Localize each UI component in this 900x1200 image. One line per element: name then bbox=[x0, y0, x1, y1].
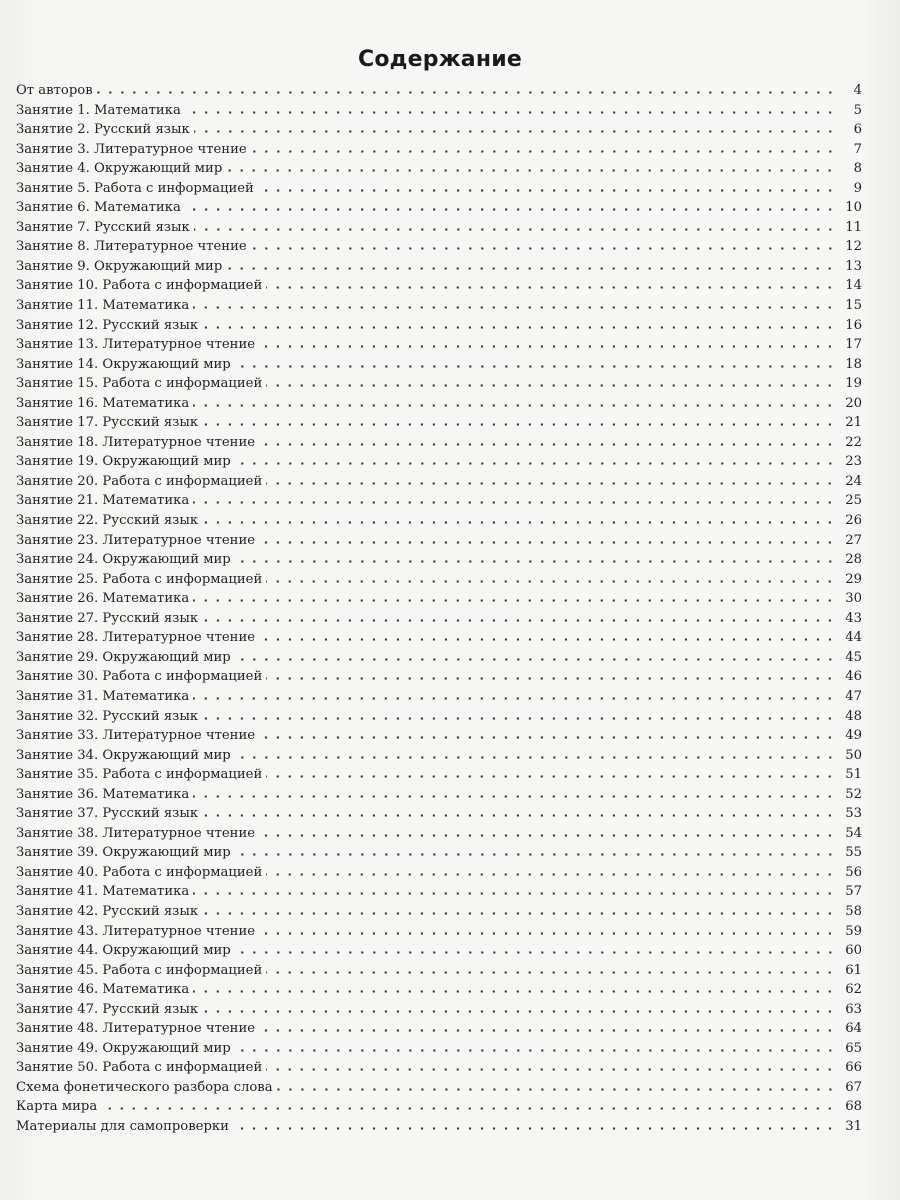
toc-entry-title: Занятие 1. Математика bbox=[16, 102, 181, 118]
dot-leader bbox=[233, 1127, 836, 1130]
toc-entry-title: Занятие 39. Окружающий мир bbox=[16, 845, 231, 861]
toc-entry-title: Занятие 22. Русский язык bbox=[16, 513, 199, 529]
toc-entry-page-number: 5 bbox=[853, 102, 862, 118]
toc-entry-title: Занятие 9. Окружающий мир bbox=[16, 258, 223, 274]
toc-entry bbox=[16, 531, 862, 551]
toc-entry bbox=[16, 491, 862, 511]
toc-entry-page-number: 10 bbox=[845, 200, 862, 216]
toc-entry-title: Занятие 41. Математика bbox=[16, 884, 190, 900]
toc-entry-page-number: 64 bbox=[845, 1021, 862, 1037]
dot-leader bbox=[266, 971, 836, 974]
dot-leader bbox=[259, 834, 836, 837]
toc-entry-page-number: 30 bbox=[845, 591, 862, 607]
dot-leader bbox=[235, 462, 836, 465]
toc-entry-page-number: 25 bbox=[845, 493, 862, 509]
dot-leader bbox=[202, 521, 836, 524]
toc-entry bbox=[16, 316, 862, 336]
toc-entry-title: Занятие 30. Работа с информацией bbox=[16, 669, 263, 685]
dot-leader bbox=[259, 443, 836, 446]
dot-leader bbox=[202, 326, 836, 329]
dot-leader bbox=[226, 169, 836, 172]
toc-entry-page-number: 48 bbox=[845, 708, 862, 724]
dot-leader bbox=[259, 345, 836, 348]
toc-entry-page-number: 16 bbox=[845, 317, 862, 333]
toc-entry-page-number: 11 bbox=[845, 219, 862, 235]
toc-entry bbox=[16, 198, 862, 218]
toc-entry-page-number: 58 bbox=[845, 903, 862, 919]
toc-entry-page-number: 56 bbox=[845, 864, 862, 880]
toc-entry-title: Занятие 21. Математика bbox=[16, 493, 190, 509]
toc-entry-title: Занятие 12. Русский язык bbox=[16, 317, 199, 333]
toc-entry-title: Занятие 15. Работа с информацией bbox=[16, 376, 263, 392]
page-title: Содержание bbox=[358, 47, 522, 72]
toc-entry-page-number: 43 bbox=[845, 610, 862, 626]
toc-entry-page-number: 61 bbox=[845, 962, 862, 978]
dot-leader bbox=[235, 365, 836, 368]
toc-entry bbox=[16, 550, 862, 570]
toc-entry bbox=[16, 81, 862, 101]
toc-entry-page-number: 12 bbox=[845, 239, 862, 255]
dot-leader bbox=[193, 501, 836, 504]
toc-entry-page-number: 17 bbox=[845, 337, 862, 353]
toc-entry bbox=[16, 296, 862, 316]
toc-entry-title: Занятие 35. Работа с информацией bbox=[16, 767, 263, 783]
toc-entry-title: Занятие 7. Русский язык bbox=[16, 219, 190, 235]
toc-entry-page-number: 27 bbox=[845, 532, 862, 548]
toc-entry-title: Занятие 17. Русский язык bbox=[16, 415, 199, 431]
toc-entry bbox=[16, 843, 862, 863]
toc-entry-page-number: 9 bbox=[853, 180, 862, 196]
toc-entry bbox=[16, 824, 862, 844]
toc-entry-page-number: 63 bbox=[845, 1001, 862, 1017]
toc-entry bbox=[16, 433, 862, 453]
dot-leader bbox=[277, 1088, 836, 1091]
toc-entry-page-number: 7 bbox=[853, 141, 862, 157]
dot-leader bbox=[235, 1049, 836, 1052]
toc-entry bbox=[16, 726, 862, 746]
toc-entry-title: Занятие 46. Математика bbox=[16, 982, 190, 998]
toc-entry bbox=[16, 667, 862, 687]
toc-entry-page-number: 46 bbox=[845, 669, 862, 685]
toc-entry-page-number: 60 bbox=[845, 943, 862, 959]
dot-leader bbox=[202, 814, 836, 817]
dot-leader bbox=[193, 599, 836, 602]
toc-entry-title: Занятие 5. Работа с информацией bbox=[16, 180, 254, 196]
toc-entry-title: Занятие 27. Русский язык bbox=[16, 610, 199, 626]
dot-leader bbox=[202, 619, 836, 622]
toc-entry bbox=[16, 902, 862, 922]
toc-entry-title: Занятие 25. Работа с информацией bbox=[16, 571, 263, 587]
toc-entry bbox=[16, 746, 862, 766]
toc-entry-title: Занятие 29. Окружающий мир bbox=[16, 649, 231, 665]
toc-entry-page-number: 8 bbox=[853, 161, 862, 177]
toc-entry bbox=[16, 276, 862, 296]
toc-entry-page-number: 15 bbox=[845, 298, 862, 314]
toc-entry bbox=[16, 765, 862, 785]
toc-entry-title: Занятие 43. Литературное чтение bbox=[16, 923, 256, 939]
toc-entry-title: Занятие 2. Русский язык bbox=[16, 122, 190, 138]
toc-entry bbox=[16, 1019, 862, 1039]
toc-entry bbox=[16, 941, 862, 961]
toc-entry-title: Занятие 31. Математика bbox=[16, 688, 190, 704]
toc-entry bbox=[16, 394, 862, 414]
dot-leader bbox=[185, 111, 836, 114]
toc-entry bbox=[16, 961, 862, 981]
toc-entry-page-number: 49 bbox=[845, 728, 862, 744]
dot-leader bbox=[101, 1107, 836, 1110]
toc-entry-title: Занятие 47. Русский язык bbox=[16, 1001, 199, 1017]
toc-entry-title: Занятие 36. Математика bbox=[16, 786, 190, 802]
toc-entry bbox=[16, 609, 862, 629]
toc-entry-title: Занятие 23. Литературное чтение bbox=[16, 532, 256, 548]
dot-leader bbox=[266, 482, 836, 485]
toc-entry-title: Карта мира bbox=[16, 1099, 98, 1115]
toc-entry bbox=[16, 1078, 862, 1098]
toc-entry bbox=[16, 1097, 862, 1117]
dot-leader bbox=[226, 267, 836, 270]
toc-entry-title: Занятие 13. Литературное чтение bbox=[16, 337, 256, 353]
toc-entry bbox=[16, 472, 862, 492]
toc-entry-page-number: 66 bbox=[845, 1060, 862, 1076]
dot-leader bbox=[259, 736, 836, 739]
dot-leader bbox=[97, 91, 836, 94]
toc-entry-page-number: 55 bbox=[845, 845, 862, 861]
toc-entry-page-number: 68 bbox=[845, 1099, 862, 1115]
dot-leader bbox=[235, 853, 836, 856]
dot-leader bbox=[259, 638, 836, 641]
dot-leader bbox=[266, 580, 836, 583]
dot-leader bbox=[235, 951, 836, 954]
dot-leader bbox=[193, 892, 836, 895]
dot-leader bbox=[258, 189, 836, 192]
toc-entry-page-number: 29 bbox=[845, 571, 862, 587]
toc-entry-page-number: 54 bbox=[845, 825, 862, 841]
toc-entry-page-number: 45 bbox=[845, 649, 862, 665]
toc-entry-page-number: 62 bbox=[845, 982, 862, 998]
toc-entry-title: Занятие 6. Математика bbox=[16, 200, 181, 216]
toc-entry-page-number: 19 bbox=[845, 376, 862, 392]
toc-entry-page-number: 26 bbox=[845, 513, 862, 529]
dot-leader bbox=[193, 795, 836, 798]
toc-entry-title: Занятие 40. Работа с информацией bbox=[16, 864, 263, 880]
dot-leader bbox=[266, 873, 836, 876]
dot-leader bbox=[259, 1029, 836, 1032]
dot-leader bbox=[202, 717, 836, 720]
toc-entry-title: Занятие 38. Литературное чтение bbox=[16, 825, 256, 841]
dot-leader bbox=[266, 775, 836, 778]
toc-entry-page-number: 67 bbox=[845, 1079, 862, 1095]
dot-leader bbox=[266, 677, 836, 680]
dot-leader bbox=[266, 384, 836, 387]
toc-entry bbox=[16, 257, 862, 277]
toc-entry-title: Занятие 37. Русский язык bbox=[16, 806, 199, 822]
toc-entry-title: Занятие 18. Литературное чтение bbox=[16, 434, 256, 450]
toc-entry bbox=[16, 335, 862, 355]
toc-entry bbox=[16, 980, 862, 1000]
dot-leader bbox=[235, 658, 836, 661]
toc-entry-title: Занятие 3. Литературное чтение bbox=[16, 141, 247, 157]
toc-entry-page-number: 6 bbox=[853, 122, 862, 138]
toc-entry-page-number: 31 bbox=[845, 1118, 862, 1134]
toc-entry-title: Схема фонетического разбора слова bbox=[16, 1079, 273, 1095]
toc-entry bbox=[16, 179, 862, 199]
toc-entry bbox=[16, 1039, 862, 1059]
toc-entry-title: Занятие 14. Окружающий мир bbox=[16, 356, 231, 372]
dot-leader bbox=[251, 150, 836, 153]
toc-entry-title: Занятие 16. Математика bbox=[16, 395, 190, 411]
toc-entry-page-number: 50 bbox=[845, 747, 862, 763]
dot-leader bbox=[259, 541, 836, 544]
toc-entry-title: Занятие 20. Работа с информацией bbox=[16, 473, 263, 489]
toc-entry bbox=[16, 511, 862, 531]
dot-leader bbox=[202, 423, 836, 426]
toc-entry bbox=[16, 687, 862, 707]
toc-entry-title: Занятие 33. Литературное чтение bbox=[16, 728, 256, 744]
toc-entry-title: Занятие 10. Работа с информацией bbox=[16, 278, 263, 294]
toc-entry bbox=[16, 570, 862, 590]
toc-entry-title: Занятие 24. Окружающий мир bbox=[16, 552, 231, 568]
toc-entry-title: Занятие 11. Математика bbox=[16, 298, 190, 314]
toc-entry-title: Занятие 8. Литературное чтение bbox=[16, 239, 247, 255]
toc-entry bbox=[16, 413, 862, 433]
toc-entry-page-number: 23 bbox=[845, 454, 862, 470]
toc-entry bbox=[16, 120, 862, 140]
toc-entry bbox=[16, 1000, 862, 1020]
dot-leader bbox=[202, 912, 836, 915]
toc-entry-title: Занятие 4. Окружающий мир bbox=[16, 161, 223, 177]
toc-entry-title: Материалы для самопроверки bbox=[16, 1118, 229, 1134]
toc-entry bbox=[16, 707, 862, 727]
toc-entry-page-number: 57 bbox=[845, 884, 862, 900]
dot-leader bbox=[193, 697, 836, 700]
toc-entry-page-number: 24 bbox=[845, 473, 862, 489]
toc-entry bbox=[16, 804, 862, 824]
toc-entry bbox=[16, 374, 862, 394]
toc-entry-page-number: 44 bbox=[845, 630, 862, 646]
toc-entry-title: Занятие 48. Литературное чтение bbox=[16, 1021, 256, 1037]
toc-entry bbox=[16, 882, 862, 902]
toc-entry-title: Занятие 42. Русский язык bbox=[16, 903, 199, 919]
dot-leader bbox=[193, 404, 836, 407]
toc-entry-page-number: 28 bbox=[845, 552, 862, 568]
toc-entry bbox=[16, 140, 862, 160]
toc-entry-page-number: 13 bbox=[845, 258, 862, 274]
toc-entry bbox=[16, 355, 862, 375]
dot-leader bbox=[235, 560, 836, 563]
dot-leader bbox=[259, 932, 836, 935]
dot-leader bbox=[251, 247, 836, 250]
dot-leader bbox=[266, 286, 836, 289]
toc-entry bbox=[16, 589, 862, 609]
toc-entry bbox=[16, 628, 862, 648]
toc-entry-page-number: 53 bbox=[845, 806, 862, 822]
toc-entry-title: Занятие 26. Математика bbox=[16, 591, 190, 607]
dot-leader bbox=[194, 130, 836, 133]
toc-entry-page-number: 4 bbox=[853, 83, 862, 98]
dot-leader bbox=[235, 756, 836, 759]
toc-entry bbox=[16, 218, 862, 238]
toc-entry-title: Занятие 28. Литературное чтение bbox=[16, 630, 256, 646]
toc-entry-page-number: 22 bbox=[845, 434, 862, 450]
toc-entry-title: Занятие 32. Русский язык bbox=[16, 708, 199, 724]
toc-entry-title: Занятие 19. Окружающий мир bbox=[16, 454, 231, 470]
dot-leader bbox=[185, 208, 836, 211]
toc-entry-title: От авторов bbox=[16, 83, 93, 98]
table-of-contents bbox=[16, 81, 862, 1137]
toc-entry-page-number: 52 bbox=[845, 786, 862, 802]
toc-entry bbox=[16, 159, 862, 179]
toc-entry bbox=[16, 101, 862, 121]
toc-entry-page-number: 47 bbox=[845, 688, 862, 704]
toc-entry-title: Занятие 45. Работа с информацией bbox=[16, 962, 263, 978]
toc-entry bbox=[16, 863, 862, 883]
toc-entry bbox=[16, 1058, 862, 1078]
toc-entry-title: Занятие 50. Работа с информацией bbox=[16, 1060, 263, 1076]
dot-leader bbox=[266, 1068, 836, 1071]
toc-entry-title: Занятие 44. Окружающий мир bbox=[16, 943, 231, 959]
dot-leader bbox=[193, 990, 836, 993]
toc-entry bbox=[16, 237, 862, 257]
toc-entry bbox=[16, 648, 862, 668]
toc-entry-title: Занятие 49. Окружающий мир bbox=[16, 1040, 231, 1056]
toc-entry-page-number: 14 bbox=[845, 278, 862, 294]
dot-leader bbox=[202, 1010, 836, 1013]
toc-entry-page-number: 59 bbox=[845, 923, 862, 939]
toc-entry-page-number: 21 bbox=[845, 415, 862, 431]
toc-entry-page-number: 51 bbox=[845, 767, 862, 783]
dot-leader bbox=[193, 306, 836, 309]
toc-entry-title: Занятие 34. Окружающий мир bbox=[16, 747, 231, 763]
toc-entry bbox=[16, 785, 862, 805]
toc-entry bbox=[16, 922, 862, 942]
toc-entry bbox=[16, 1117, 862, 1137]
toc-entry-page-number: 65 bbox=[845, 1040, 862, 1056]
toc-entry-page-number: 18 bbox=[845, 356, 862, 372]
dot-leader bbox=[194, 228, 836, 231]
toc-entry-page-number: 20 bbox=[845, 395, 862, 411]
toc-entry bbox=[16, 452, 862, 472]
